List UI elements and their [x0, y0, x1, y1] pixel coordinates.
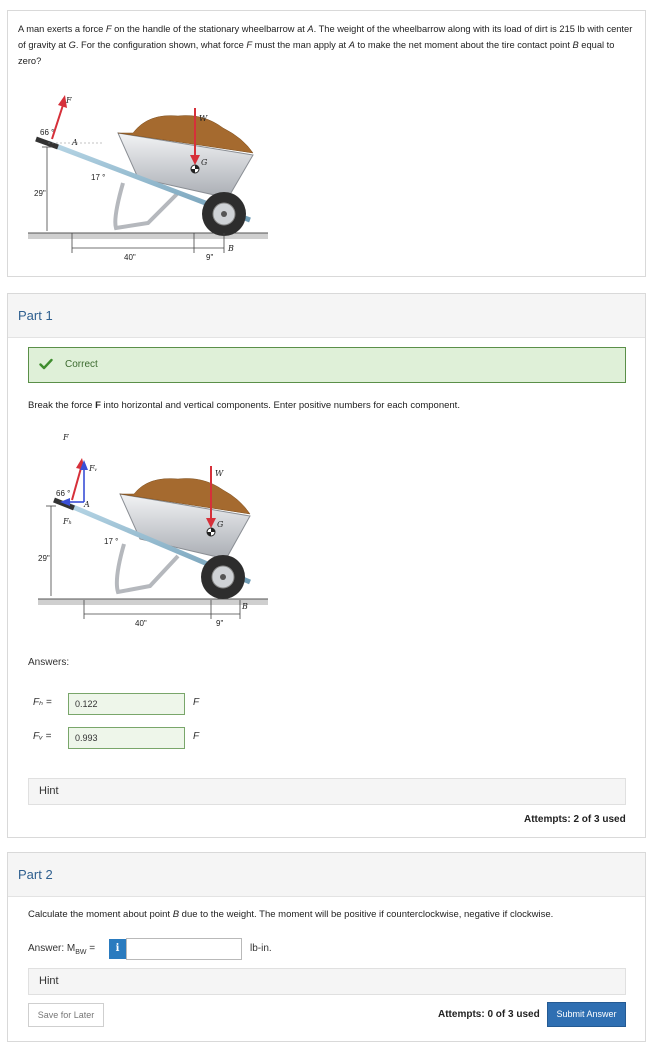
submit-answer-button[interactable]: Submit Answer [547, 1002, 626, 1027]
part1-hint-label: Hint [39, 785, 59, 797]
part1-hint-button[interactable] [28, 778, 626, 805]
fh-label: Fₕ = [33, 697, 52, 708]
part2-title: Part 2 [18, 867, 53, 882]
part2-question: Calculate the moment about point B due to the weight. The moment will be positive if counterclockwise, negative if clockwise. [28, 909, 554, 920]
svg-text:9": 9" [216, 619, 224, 628]
part2-header [8, 853, 645, 897]
problem-card [7, 10, 646, 277]
part1-card [7, 293, 646, 838]
answer-row-fh [28, 693, 208, 715]
fh-input[interactable]: 0.122 [68, 693, 185, 715]
wheelbarrow-components-figure [28, 424, 278, 634]
svg-text:F: F [63, 433, 69, 442]
fh-unit: F [193, 697, 200, 708]
svg-text:W: W [215, 469, 224, 478]
info-icon[interactable]: i [109, 939, 126, 959]
checkmark-icon [39, 357, 53, 371]
dim-40: 40" [124, 253, 136, 262]
label-F: F [66, 96, 72, 105]
svg-text:Fₕ: Fₕ [63, 517, 73, 526]
answer-row-fv [28, 727, 208, 749]
svg-text:40": 40" [135, 619, 147, 628]
label-G: G [201, 158, 208, 167]
moment-input[interactable] [126, 938, 242, 960]
fv-label: Fᵥ = [33, 731, 52, 742]
part2-hint-label: Hint [39, 975, 59, 987]
part1-attempts: Attempts: 2 of 3 used [524, 814, 626, 825]
angle-66: 66 ° [40, 128, 55, 137]
fv-input[interactable]: 0.993 [68, 727, 185, 749]
part1-instruction: Break the force F into horizontal and vertical components. Enter positive numbers for each component. [28, 400, 460, 411]
fv-unit: F [193, 731, 200, 742]
part2-card [7, 852, 646, 1042]
save-for-later-button[interactable]: Save for Later [28, 1003, 104, 1027]
label-B: B [228, 244, 234, 253]
svg-text:66 °: 66 ° [56, 489, 71, 498]
correct-status-box [28, 347, 626, 383]
angle-17: 17 ° [91, 173, 106, 182]
svg-text:29": 29" [38, 554, 50, 563]
answers-label: Answers: [28, 657, 70, 668]
wheelbarrow-figure [18, 83, 278, 268]
moment-answer-row [28, 938, 428, 960]
svg-text:Fᵥ: Fᵥ [89, 464, 98, 473]
svg-text:G: G [217, 520, 224, 529]
dim-9: 9" [206, 253, 214, 262]
correct-status-text: Correct [65, 359, 98, 370]
part1-title: Part 1 [18, 308, 53, 323]
dim-29: 29" [34, 189, 46, 198]
part2-attempts: Attempts: 0 of 3 used [438, 1009, 540, 1020]
part2-hint-button[interactable] [28, 968, 626, 995]
svg-text:17 °: 17 ° [104, 537, 119, 546]
svg-text:B: B [242, 602, 248, 611]
label-A: A [72, 138, 78, 147]
moment-answer-label: Answer: $M_{BW}$ = [28, 943, 96, 956]
part1-header [8, 294, 645, 338]
label-W: W [199, 114, 208, 123]
moment-unit: lb-in. [250, 943, 272, 954]
svg-text:A: A [84, 500, 90, 509]
problem-statement: A man exerts a force F on the handle of the stationary wheelbarrow at A. The weight of the wheelbarrow along with its load of dirt is 215 lb with center of gravity at G. For the configuration shown, what force F must the man apply at A to make the net moment about the tire contact point B equal to zero? [18, 24, 633, 66]
